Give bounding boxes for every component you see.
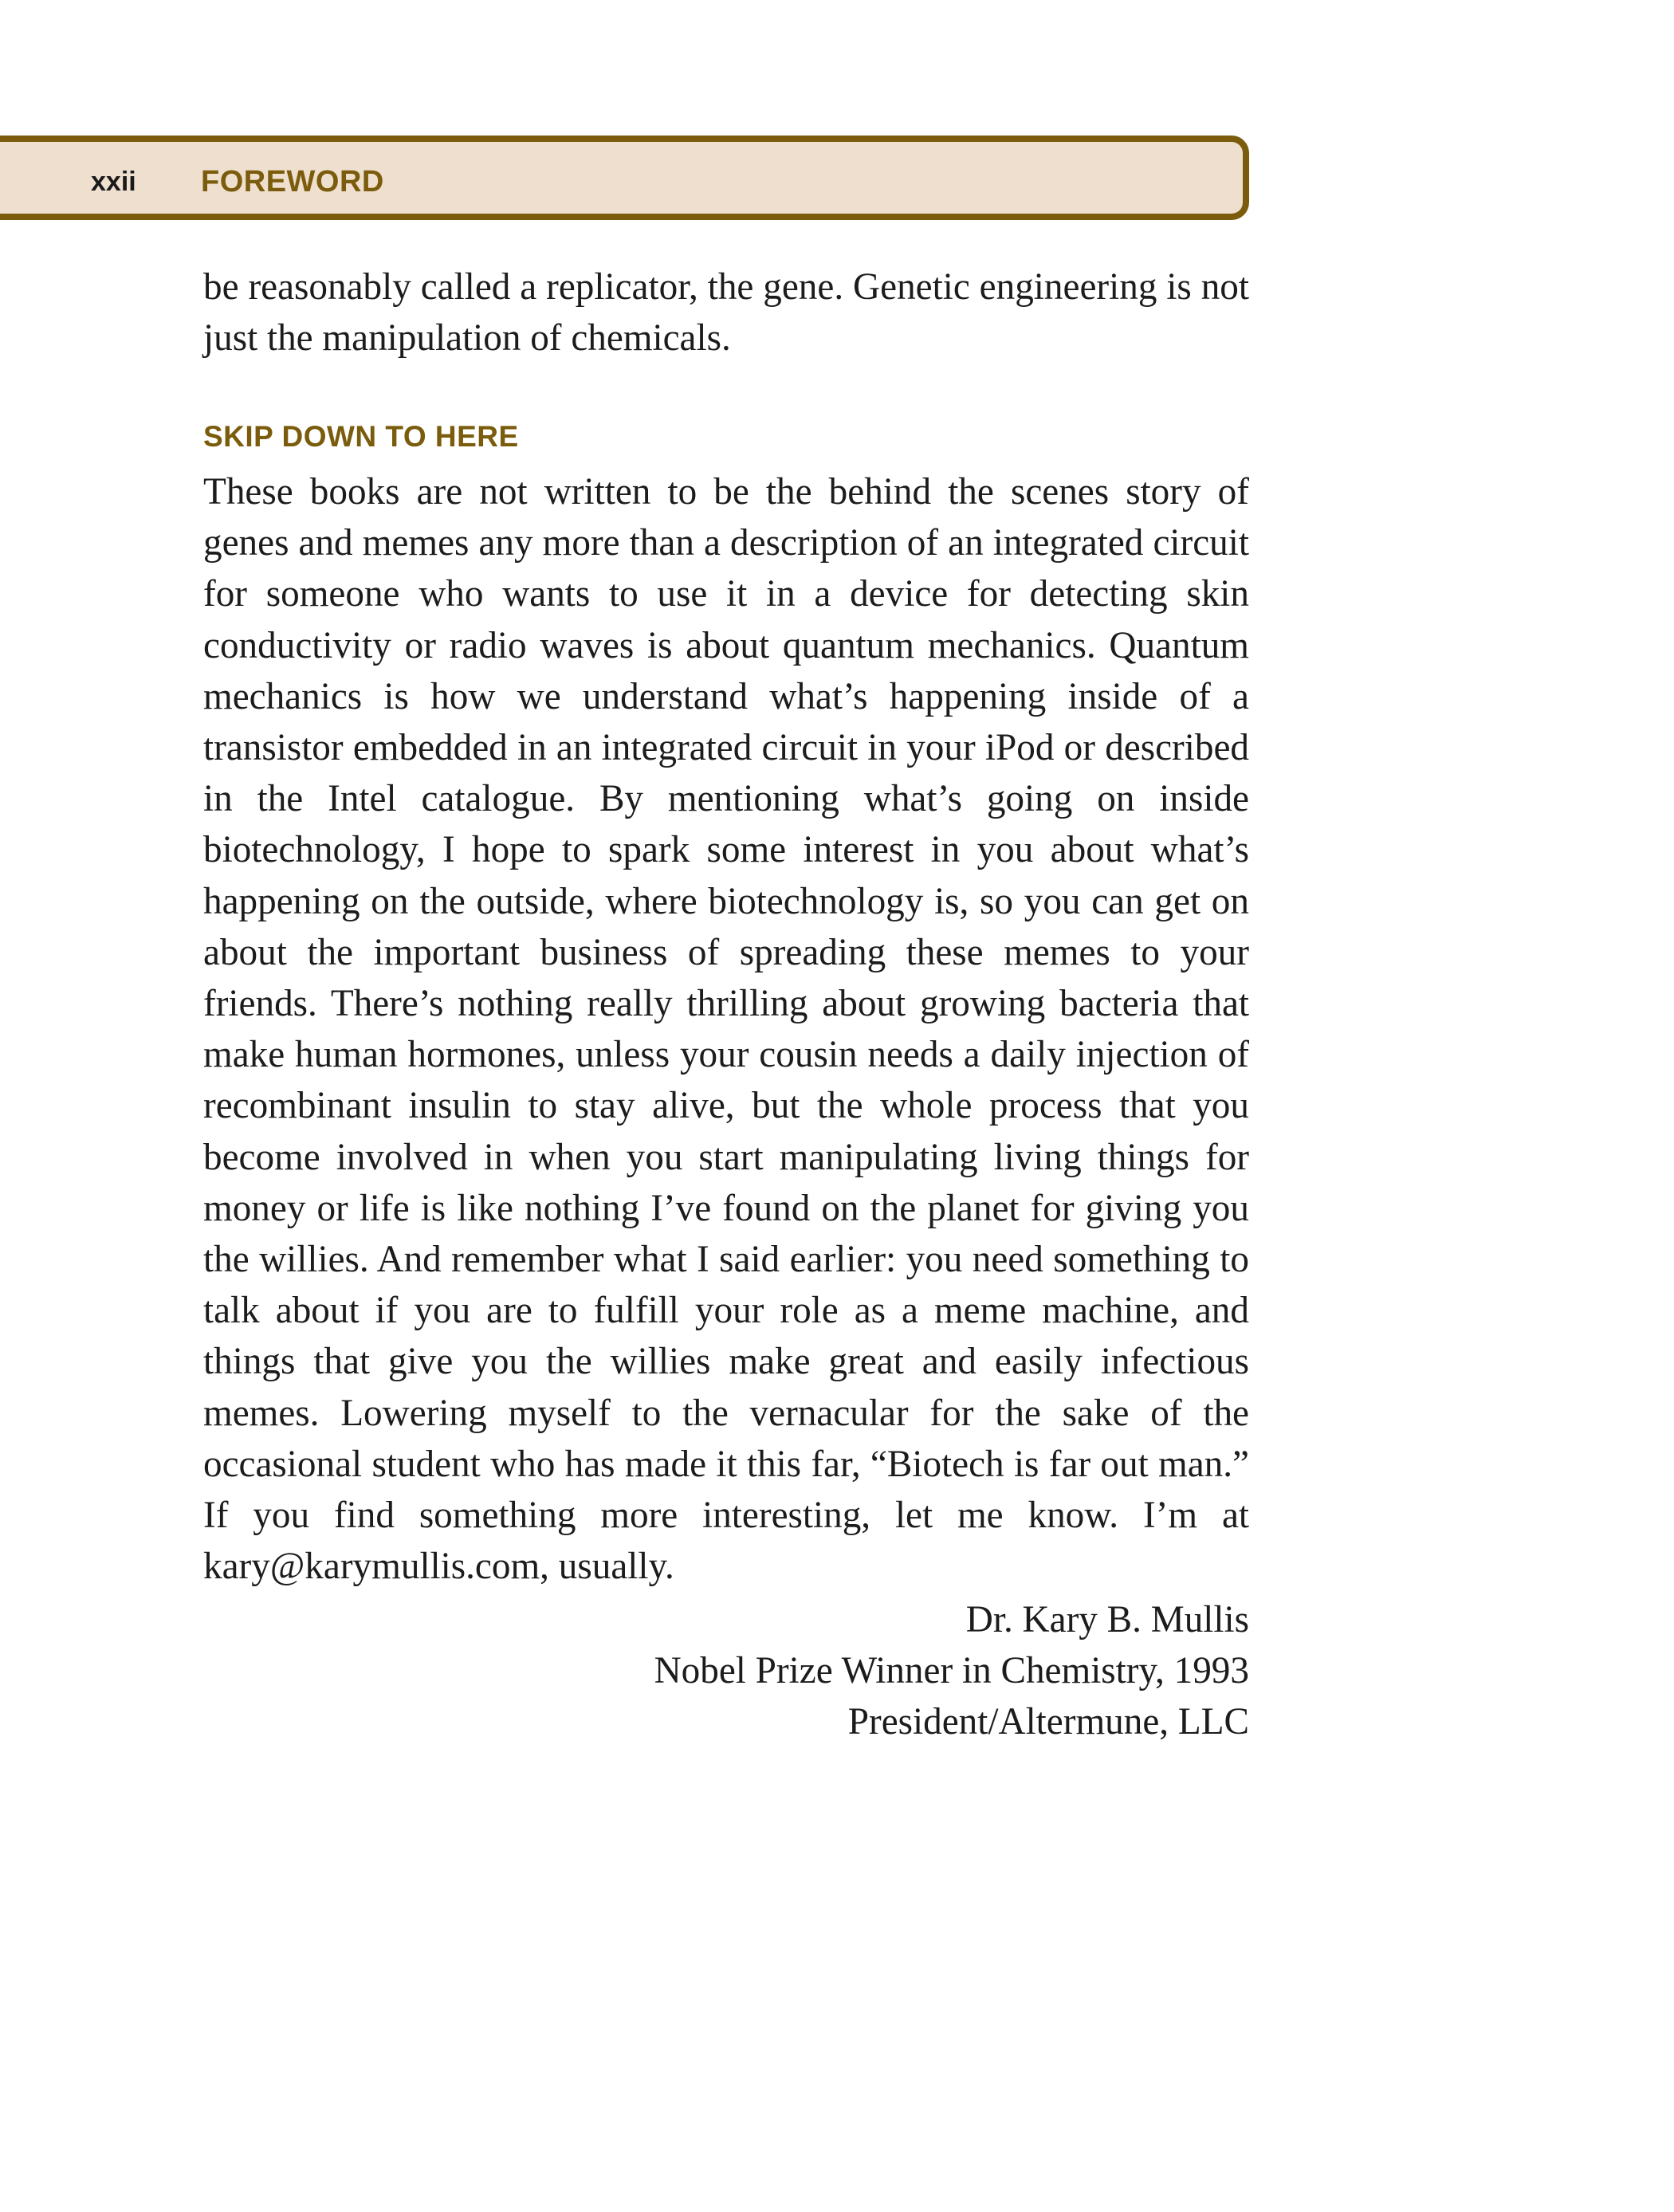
signature-name: Dr. Kary B. Mullis [965,1599,1249,1640]
signature-affiliation: President/Altermune, LLC [847,1701,1249,1743]
signature-block [654,1594,1249,1748]
page-number: xxii [91,167,136,197]
running-header-bar [0,136,1249,220]
continued-paragraph: be reasonably called a replicator, the gene. Genetic engineering is not just the manipulation of chemicals. [203,266,1249,359]
signature-title: Nobel Prize Winner in Chemistry, 1993 [654,1650,1249,1692]
section-paragraph: These books are not written to be the behind the scenes story of genes and memes any more than a description of an integrated circuit for someone who wants to use it in a device for detecting skin conductivity or radio waves is about quantum mechanics. Quantum mechanics is how we understand what’s happening inside of a transistor embedded in an integrated circuit in your iPod or described in the Intel catalogue. By mentioning what’s going on inside biotechnology, I hope to spark some interest in you about what’s happening on the outside, where biotechnology is, so you can get on about the important business of spreading these memes to your friends. There’s nothing really thrilling about growing bacteria that make human hormones, unless your cousin needs a daily injection of recombinant insulin to stay alive, but the whole process that you become involved in when you start manipulating living things for money or life is like nothing I’ve found on the planet for giving you the willies. And remember what I said earlier: you need something to talk about if you are to fulfill your role as a meme machine, and things that give you the willies make great and easily infectious memes. Lowering myself to the vernacular for the sake of the occasional student who has made it this far, “Biotech is far out man.” If you find something more interesting, let me know. I’m at kary@karymullis.com, usually. [203,471,1249,1588]
running-head: FOREWORD [201,165,384,198]
section-heading: SKIP DOWN TO HERE [203,420,519,453]
